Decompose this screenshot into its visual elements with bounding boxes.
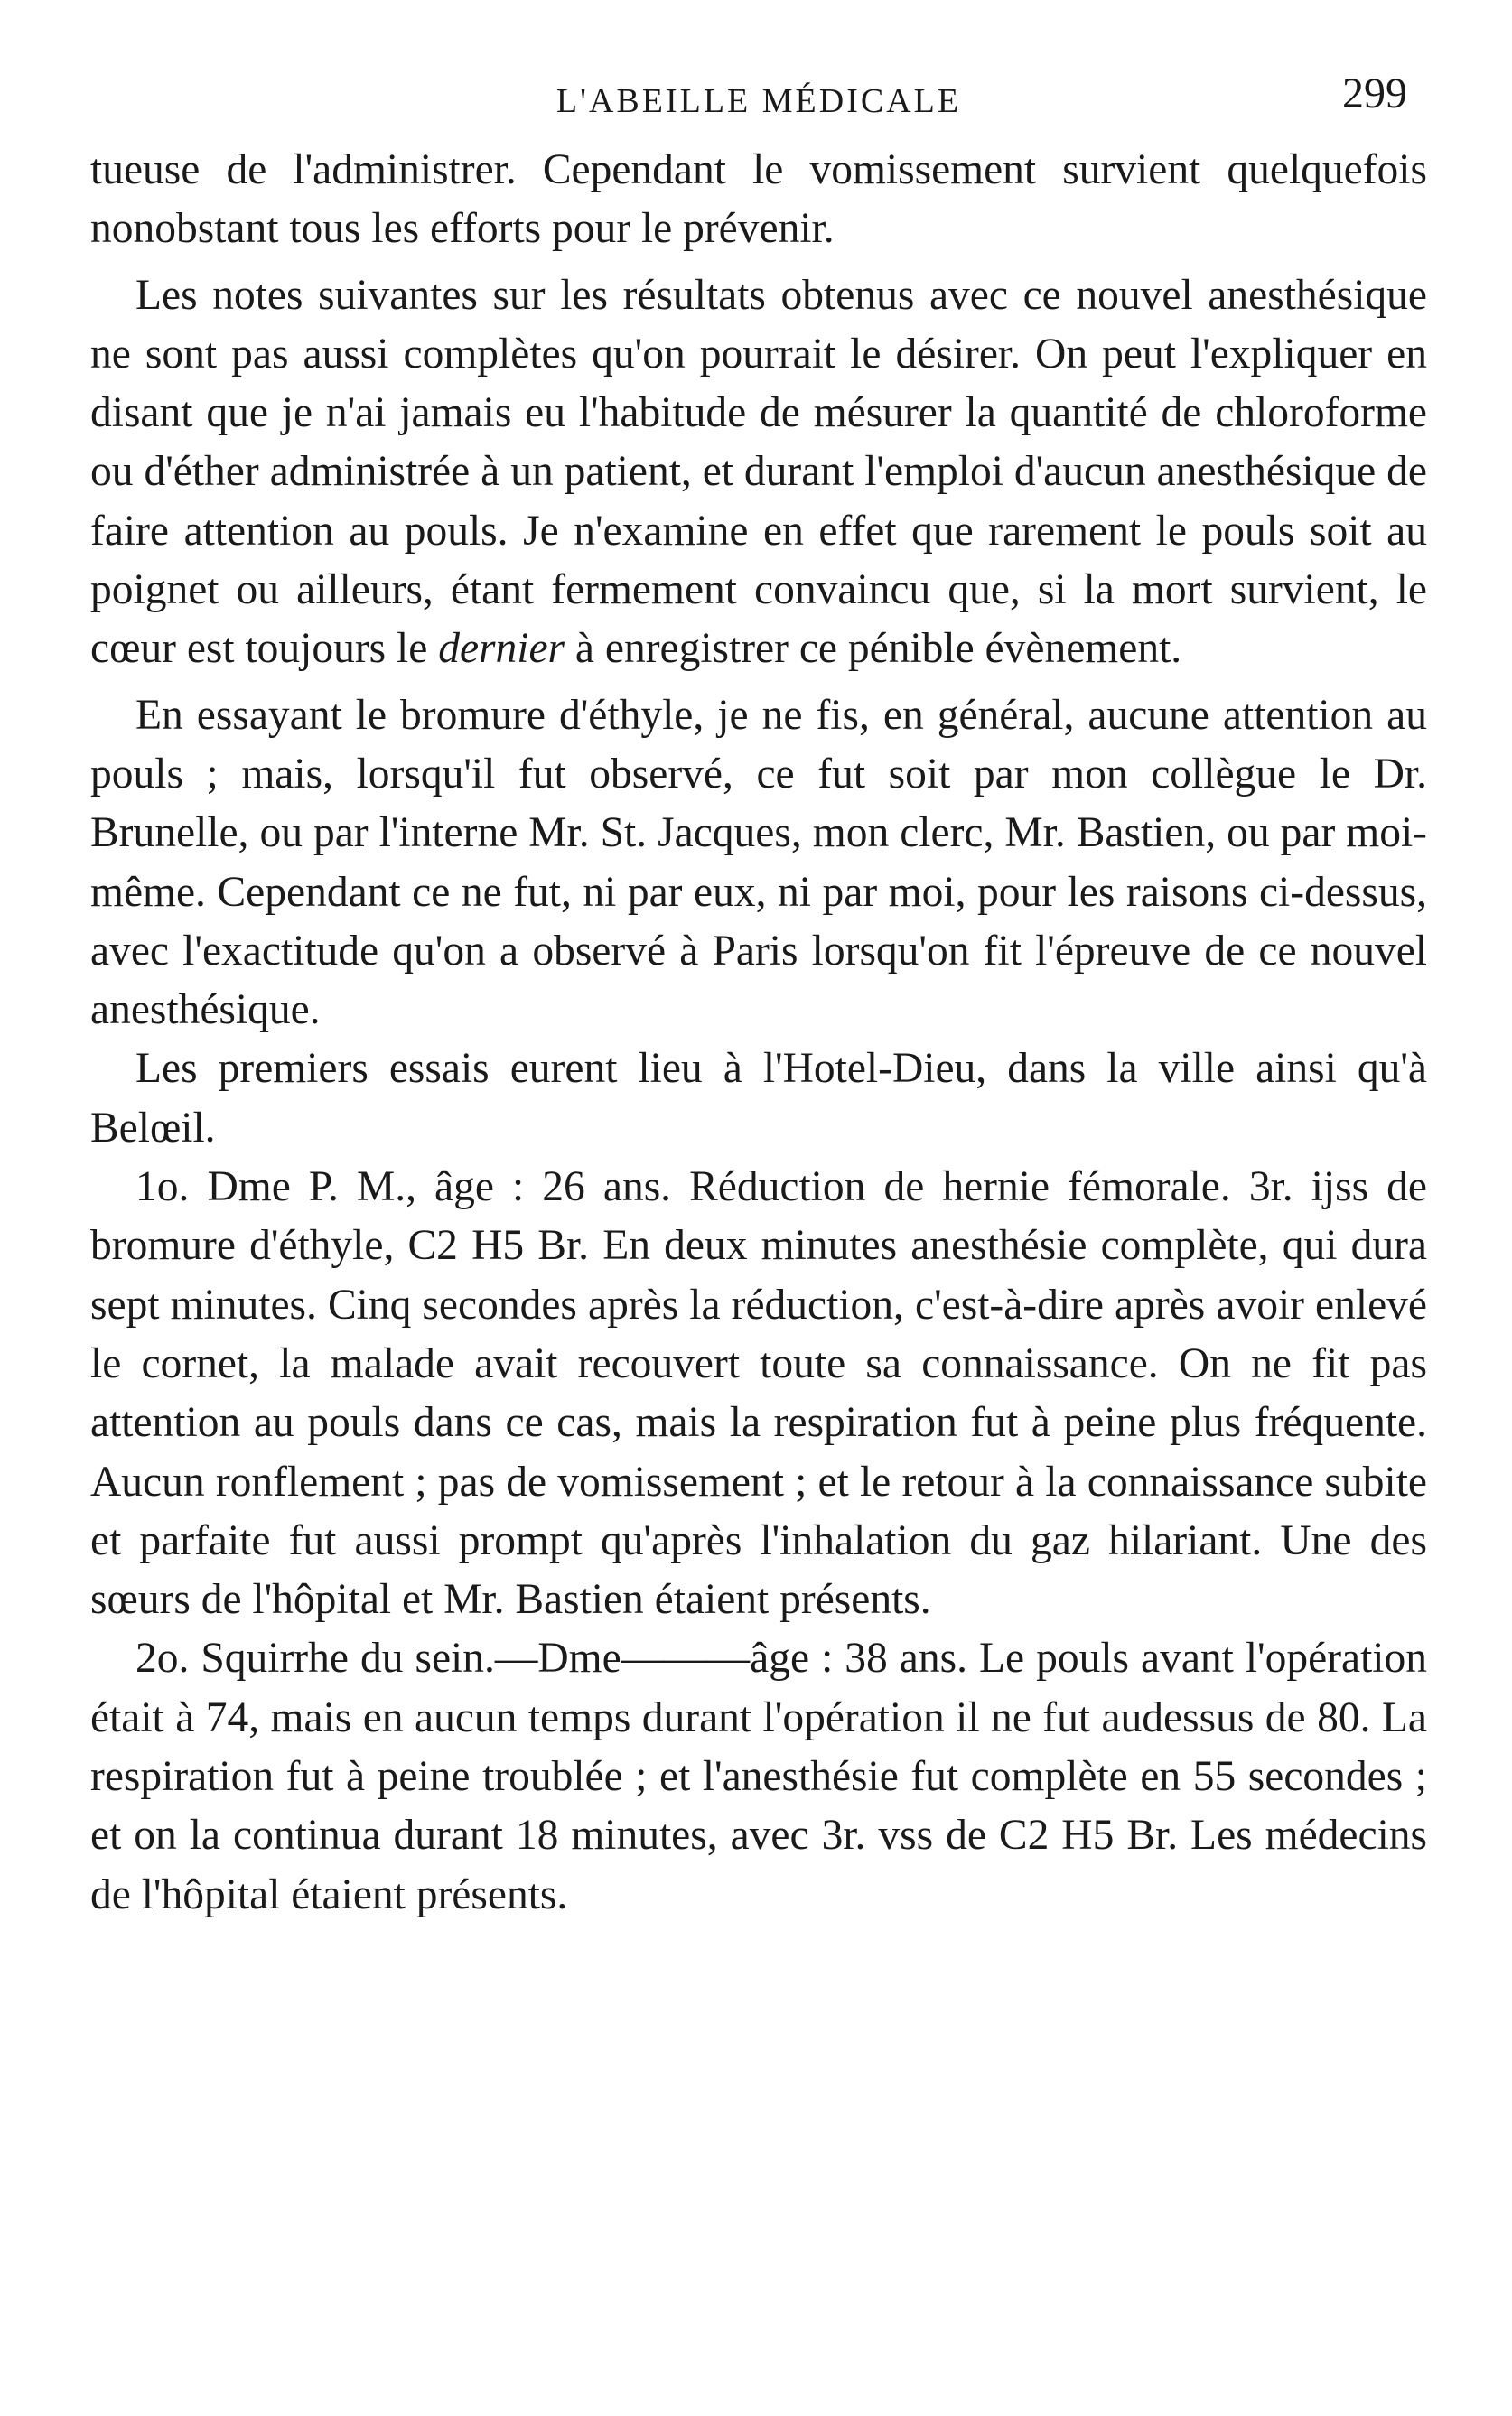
body-text — [90, 141, 1427, 1925]
paragraph-notes — [90, 266, 1427, 679]
paragraph-continuation: tueuse de l'administrer. Cependant le vomissement survient quelquefois nonobstant tous les efforts pour le prévenir. — [90, 146, 1427, 253]
paragraph-case-2: 2o. Squirrhe du sein.—Dme———âge : 38 ans. Le pouls avant l'opération était à 74, mais en aucun temps durant l'opération il ne fut audessus de 80. La respiration fut à peine troublée ; et l'anesthésie fut complète en 55 secondes ; et on la continua durant 18 minutes, avec 3r. vss de C2 H5 Br. Les médecins de l'hôpital étaient présents. — [90, 1635, 1427, 1918]
paragraph-case-1: 1o. Dme P. M., âge : 26 ans. Réduction de hernie fémorale. 3r. ijss de bromure d'éthyle, C2 H5 Br. En deux minutes anesthésie complète, qui dura sept minutes. Cinq secondes après la réduction, c'est-à-dire après avoir enlevé le cornet, la malade avait recouvert toute sa connaissance. On ne fit pas attention au pouls dans ce cas, mais la respiration fut à peine plus fréquente. Aucun ronflement ; pas de vomissement ; et le retour à la connaissance subite et parfaite fut aussi prompt qu'après l'inhalation du gaz hilariant. Une des sœurs de l'hôpital et Mr. Bastien étaient présents. — [90, 1163, 1427, 1624]
paragraph-notes-text: Les notes suivantes sur les résultats obtenus avec ce nouvel anesthésique ne sont pas aussi complètes qu'on pourrait le désirer. On peut l'expliquer en disant que je n'ai jamais eu l'habitude de mésurer la quantité de chloroforme ou d'éther administrée à un patient, et durant l'emploi d'aucun anesthésique de faire attention au pouls. Je n'examine en effet que rarement le pouls soit au poignet ou ailleurs, étant fermement convaincu que, si la mort survient, le cœur est toujours le — [90, 271, 1427, 673]
page-number: 299 — [1342, 70, 1407, 117]
emphasis-dernier: dernier — [438, 625, 565, 673]
running-title: L'ABEILLE MÉDICALE — [555, 82, 962, 120]
paragraph-essais: Les premiers essais eurent lieu à l'Hotel-Dieu, dans la ville ainsi qu'à Belœil. — [90, 1045, 1427, 1152]
paragraph-notes-end: à enregistrer ce pénible évènement. — [565, 625, 1182, 673]
running-head — [90, 63, 1427, 135]
paragraph-bromure: En essayant le bromure d'éthyle, je ne fis, en général, aucune attention au pouls ; mais, lorsqu'il fut observé, ce fut soit par mon collègue le Dr. Brunelle, ou par l'interne Mr. St. Jacques, mon clerc, Mr. Bastien, ou par moi-même. Cependant ce ne fut, ni par eux, ni par moi, pour les raisons ci-dessus, avec l'exactitude qu'on a observé à Paris lorsqu'on fit l'épreuve de ce nouvel anesthésique. — [90, 691, 1427, 1034]
book-page — [90, 63, 1427, 1925]
